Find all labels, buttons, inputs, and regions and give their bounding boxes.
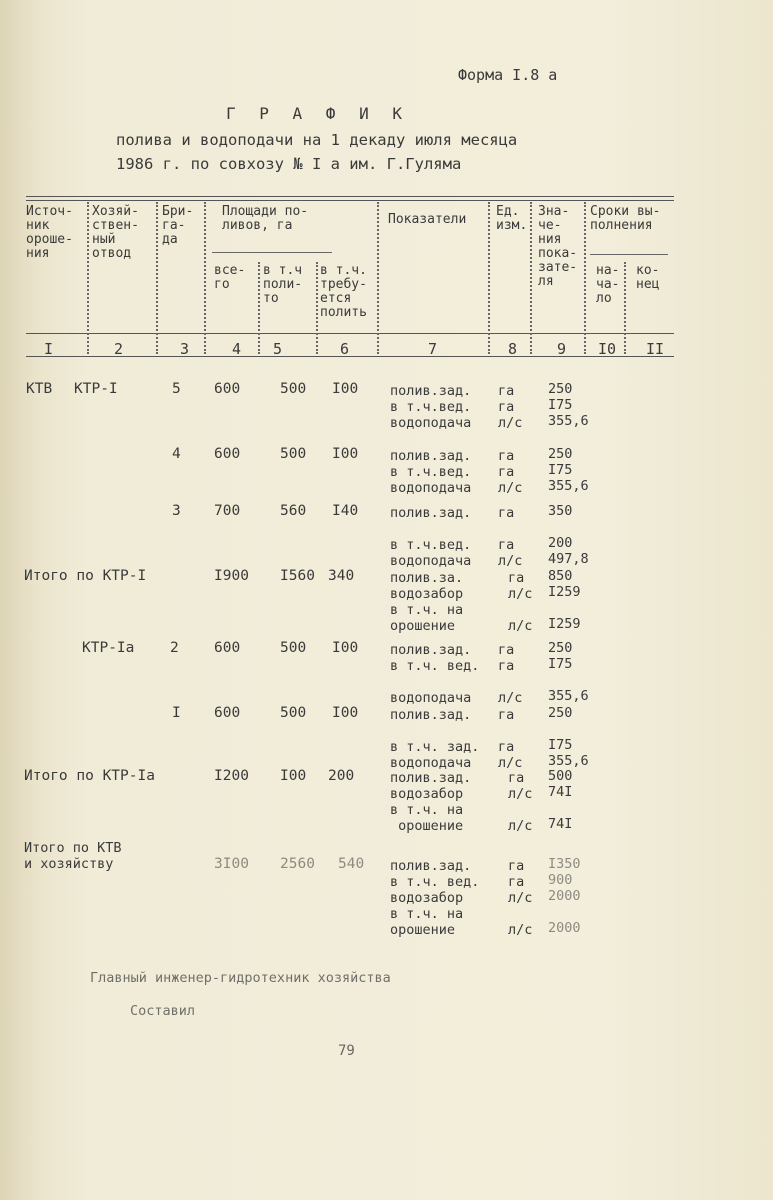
cell-grand-total-label: Итого по КТВ и хозяйству: [24, 840, 122, 872]
header-brigade: Бри- га- да: [162, 204, 194, 247]
cell-needed: I40: [332, 503, 359, 519]
cell-needed: 200: [328, 768, 355, 784]
cell-unit: га га л/с: [498, 383, 523, 431]
table-top-rule: [26, 196, 674, 197]
form-label: Форма I.8 а: [458, 66, 558, 84]
col-separator: [530, 202, 532, 354]
header-area-group: Площади по- ливов, га: [222, 204, 309, 233]
cell-subtotal-label: Итого по КТР-I: [24, 568, 147, 584]
col-number: I: [44, 340, 54, 358]
cell-value: 250 I75 355,6: [548, 640, 589, 704]
col-number: 6: [340, 340, 350, 358]
cell-subtotal-label: Итого по КТР-Iа: [24, 768, 155, 784]
col-number: 2: [114, 340, 124, 358]
header-end: ко- нец: [636, 263, 660, 292]
cell-unit: га л/с л/с: [508, 770, 533, 834]
cell-total: 700: [214, 503, 241, 519]
cell-value: 850 I259 I259: [548, 568, 581, 632]
cell-brigade: I: [172, 705, 181, 721]
cell-indicators: полив.за. водозабор в т.ч. на орошение: [390, 570, 464, 634]
subtitle-line-1: полива и водоподачи на 1 декаду июля месяца: [116, 131, 518, 149]
cell-unit: га га л/с: [498, 505, 523, 569]
cell-watered: 500: [280, 705, 307, 721]
col-separator: [204, 202, 206, 354]
cell-indicators: полив.зад. в т.ч. вед. водоподача: [390, 642, 480, 706]
header-unit: Ед. изм.: [496, 204, 528, 233]
cell-indicators: полив.зад. в т.ч.вед. водоподача: [390, 505, 472, 569]
header-indicators: Показатели: [388, 212, 467, 227]
col-separator: [87, 202, 89, 354]
col-separator: [316, 262, 318, 354]
col-number: 5: [273, 340, 283, 358]
cell-source: КТВ: [26, 381, 53, 397]
cell-value: I350 900 2000 2000: [548, 856, 581, 936]
cell-watered: 560: [280, 503, 307, 519]
footer-engineer-line: Главный инженер-гидротехник хозяйства: [90, 970, 391, 986]
header-start: на- ча- ло: [596, 263, 620, 306]
cell-unit: га л/с л/с: [508, 570, 533, 634]
dates-sub-rule: [590, 254, 668, 255]
table-top-rule-2: [26, 200, 674, 201]
cell-indicators: полив.зад. в т.ч.вед. водоподача: [390, 448, 472, 496]
area-sub-rule: [212, 252, 332, 253]
cell-total: I900: [214, 568, 249, 584]
cell-total: 600: [214, 381, 241, 397]
cell-total: 3I00: [214, 856, 249, 872]
cell-plot: КТР-I: [74, 381, 118, 397]
colnum-bottom-rule: [26, 356, 674, 357]
header-value: Зна- че- ния пока- зате- ля: [538, 204, 578, 289]
document-title: Г Р А Ф И К: [226, 104, 409, 123]
cell-value: 250 I75 355,6: [548, 446, 589, 494]
cell-watered: 500: [280, 381, 307, 397]
col-number: 8: [508, 340, 518, 358]
cell-brigade: 3: [172, 503, 181, 519]
col-separator: [584, 202, 586, 354]
cell-needed: 540: [338, 856, 365, 872]
cell-value: 350 200 497,8: [548, 503, 589, 567]
col-number: 3: [180, 340, 190, 358]
cell-value: 250 I75 355,6: [548, 381, 589, 429]
subtitle-line-2: 1986 г. по совхозу № I а им. Г.Гуляма: [116, 155, 462, 173]
col-number: 4: [232, 340, 242, 358]
cell-watered: 500: [280, 446, 307, 462]
cell-brigade: 2: [170, 640, 179, 656]
cell-indicators: полив.зад. в т.ч. зад. водоподача: [390, 707, 480, 771]
cell-needed: I00: [332, 640, 359, 656]
cell-watered: 500: [280, 640, 307, 656]
cell-total: 600: [214, 640, 241, 656]
cell-value: 250 I75 355,6: [548, 705, 589, 769]
header-dates-group: Сроки вы- полнения: [590, 204, 661, 233]
cell-plot: КТР-Iа: [82, 640, 135, 656]
col-separator: [156, 202, 158, 354]
header-plot: Хозяй- ствен- ный отвод: [92, 204, 139, 261]
cell-unit: га га л/с: [498, 642, 523, 706]
cell-needed: 340: [328, 568, 355, 584]
cell-indicators: полив.зад. в т.ч. вед. водозабор в т.ч. на орошение: [390, 858, 480, 938]
col-number: I0: [598, 340, 617, 358]
header-source: Источ- ник ороше- ния: [26, 204, 73, 261]
cell-watered: 2560: [280, 856, 315, 872]
page-number: 79: [338, 1043, 355, 1059]
cell-unit: га га л/с л/с: [508, 858, 533, 938]
cell-brigade: 4: [172, 446, 181, 462]
header-area-needed: в т.ч. требу- ется полить: [320, 263, 367, 320]
cell-total: 600: [214, 446, 241, 462]
col-number: 7: [428, 340, 438, 358]
cell-indicators: полив.зад. в т.ч.вед. водоподача: [390, 383, 472, 431]
cell-indicators: полив.зад. водозабор в т.ч. на орошение: [390, 770, 472, 834]
cell-unit: га га л/с: [498, 448, 523, 496]
header-area-watered: в т.ч поли- то: [263, 263, 303, 306]
cell-brigade: 5: [172, 381, 181, 397]
col-separator: [377, 202, 379, 354]
cell-needed: I00: [332, 446, 359, 462]
col-number: 9: [557, 340, 567, 358]
footer-compiled-line: Составил: [130, 1003, 196, 1019]
cell-unit: га га л/с: [498, 707, 523, 771]
cell-value: 500 74I 74I: [548, 768, 573, 832]
header-area-total: все- го: [214, 263, 246, 292]
cell-watered: I00: [280, 768, 307, 784]
cell-watered: I560: [280, 568, 315, 584]
cell-total: I200: [214, 768, 249, 784]
cell-needed: I00: [332, 705, 359, 721]
header-bottom-rule: [26, 333, 674, 334]
col-separator: [624, 262, 626, 354]
col-separator: [258, 262, 260, 354]
col-separator: [488, 202, 490, 354]
cell-needed: I00: [332, 381, 359, 397]
cell-total: 600: [214, 705, 241, 721]
col-number: II: [646, 340, 665, 358]
